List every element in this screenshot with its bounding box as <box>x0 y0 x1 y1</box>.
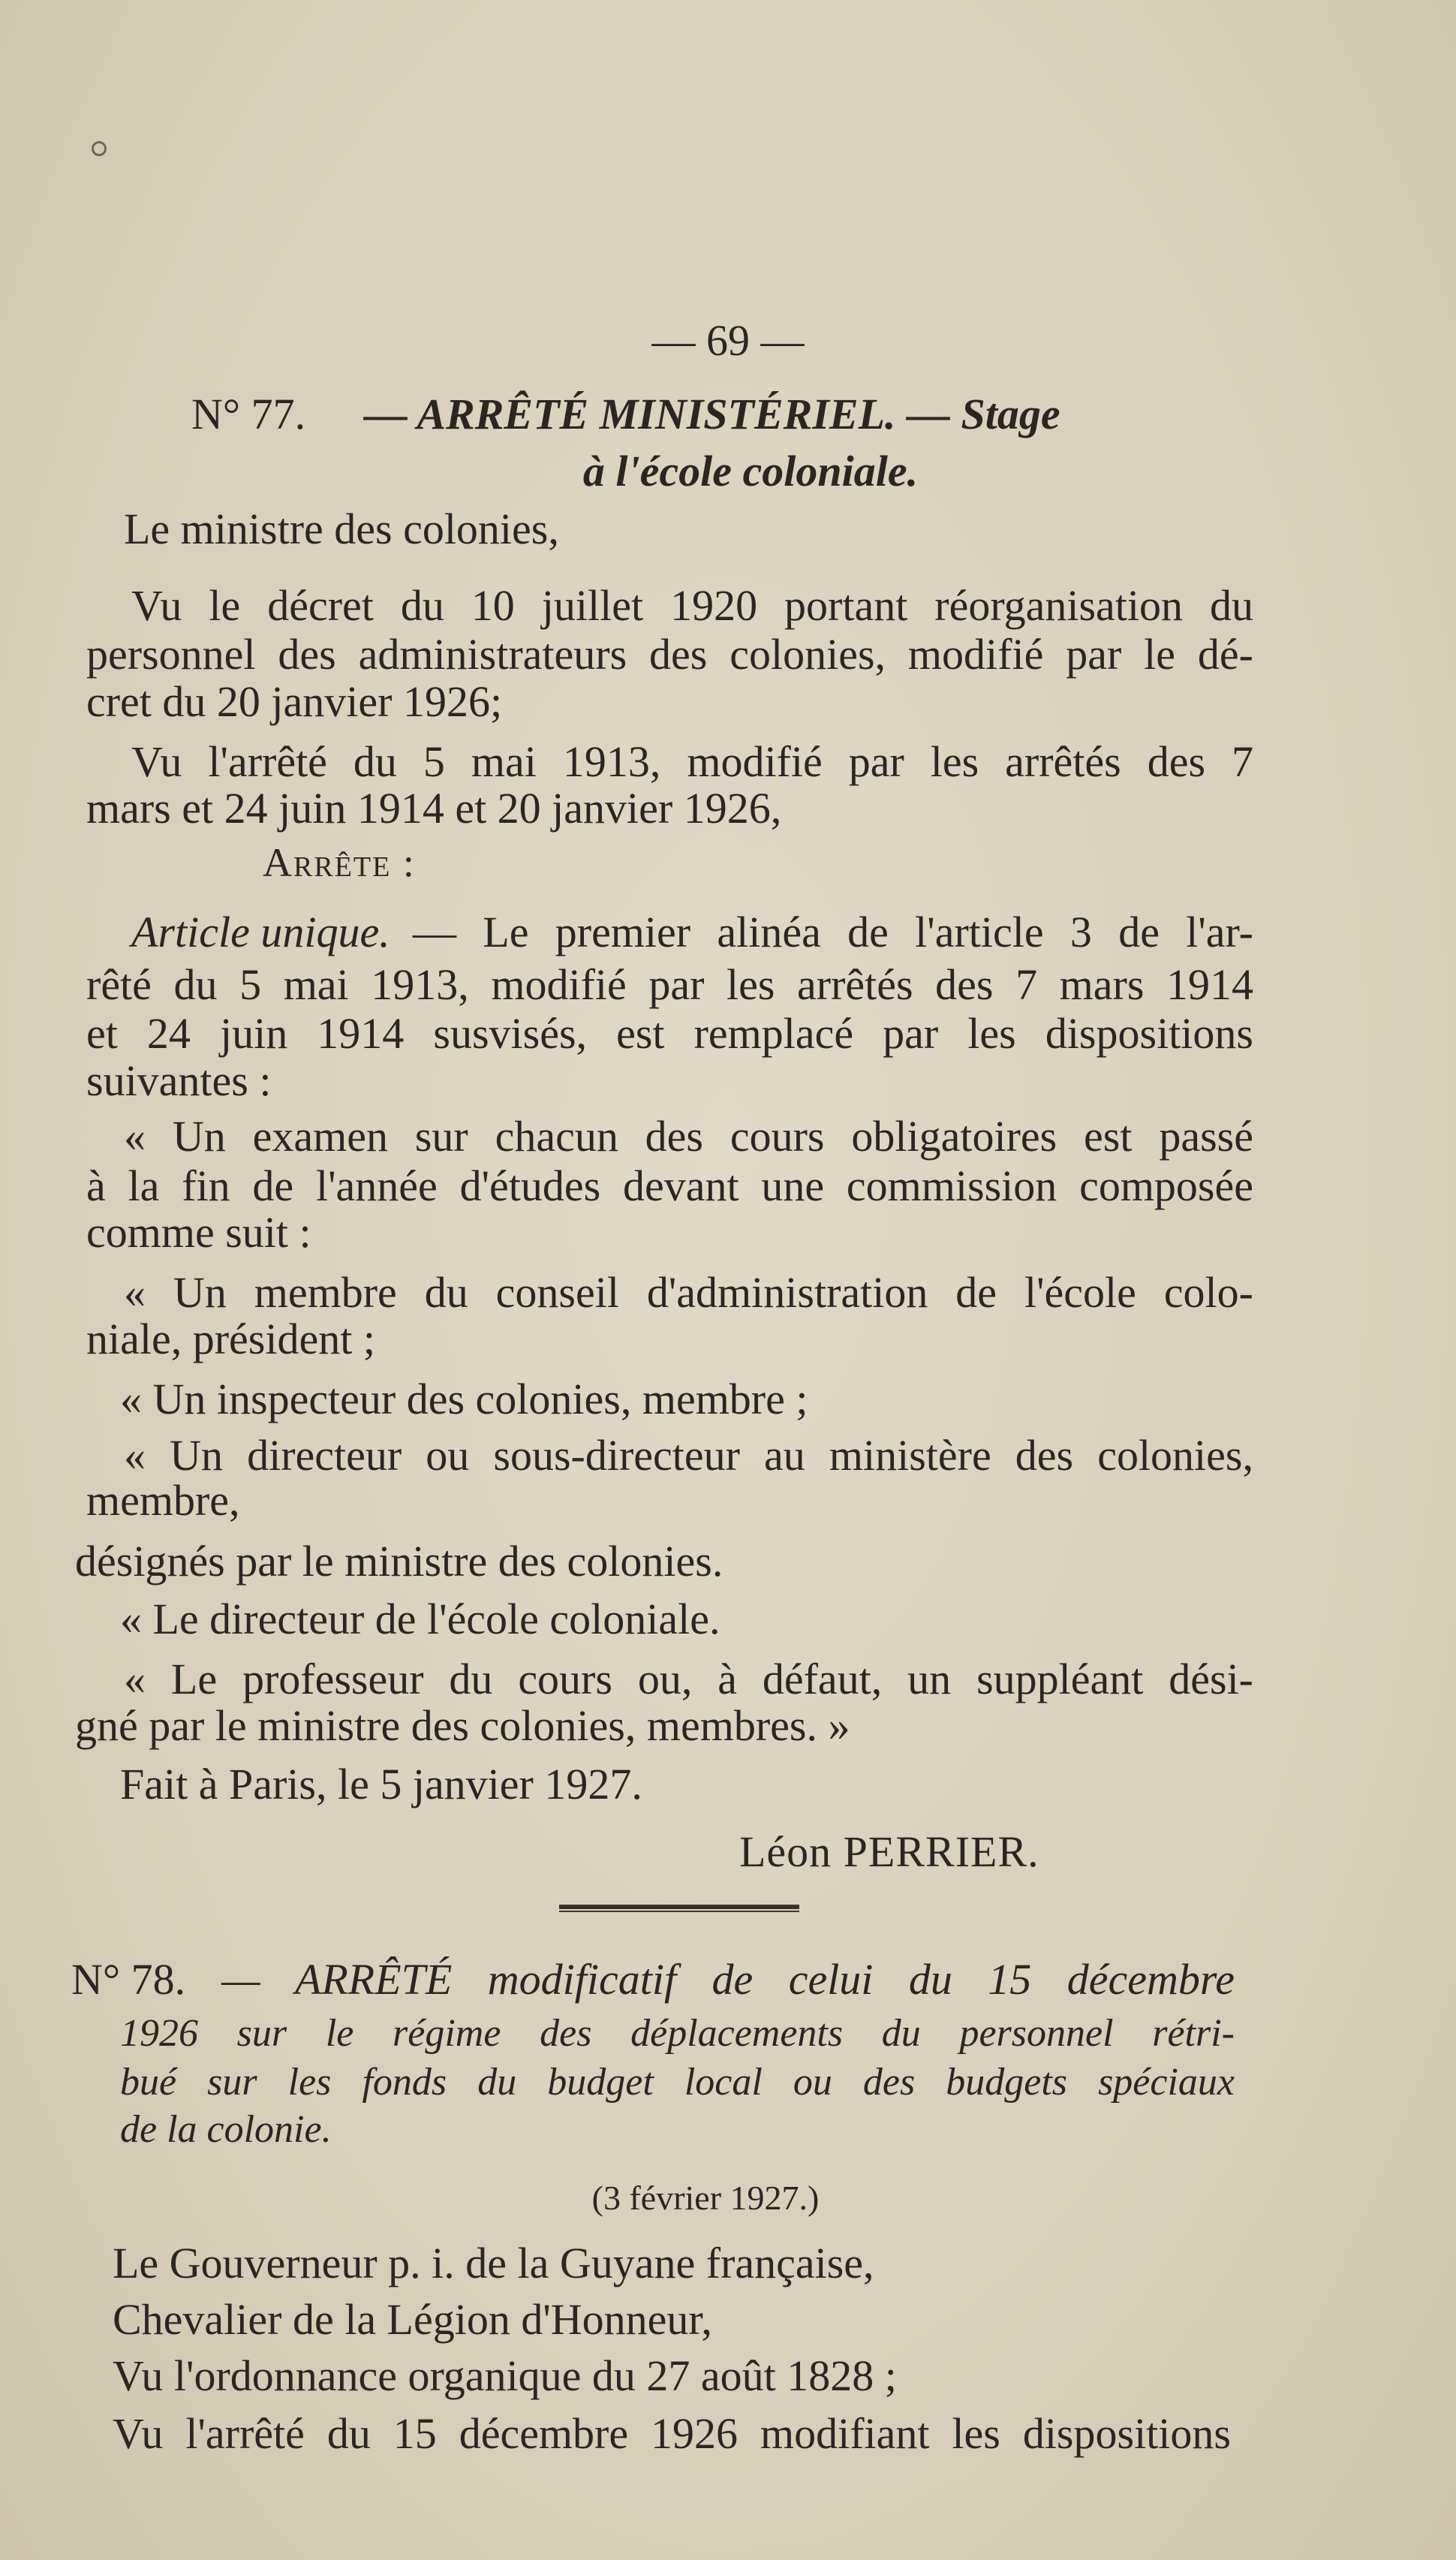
doc77-title-cont: à l'école coloniale. <box>582 447 919 495</box>
doc78-number: N° 78. <box>71 1955 186 2004</box>
doc77-line: « Un inspecteur des colonies, membre ; <box>120 1375 808 1423</box>
doc77-line: « Le professeur du cours ou, à défaut, un suppléant dési- <box>124 1655 1253 1703</box>
doc77-line: « Un directeur ou sous-directeur au ministère des colonies, <box>124 1431 1253 1480</box>
doc78-title-line: — ARRÊTÉ modificatif de celui du 15 décembre <box>221 1955 1235 2004</box>
doc77-line: à la fin de l'année d'études devant une commission composée <box>86 1161 1253 1210</box>
doc77-line: et 24 juin 1914 susvisés, est remplacé par les dispositions <box>86 1009 1253 1058</box>
doc77-line: désignés par le ministre des colonies. <box>75 1537 723 1586</box>
section-divider <box>559 1905 799 1909</box>
doc78-line: Le Gouverneur p. i. de la Guyane française, <box>113 2239 874 2287</box>
doc77-line: Fait à Paris, le 5 janvier 1927. <box>120 1760 642 1809</box>
doc77-line: suivantes : <box>86 1056 272 1105</box>
doc77-line: niale, président ; <box>86 1315 375 1363</box>
doc77-line: Vu le décret du 10 juillet 1920 portant réorganisation du <box>131 581 1253 630</box>
doc78-title-line: de la colonie. <box>120 2108 332 2151</box>
doc78-line: Vu l'arrêté du 15 décembre 1926 modifiant les dispositions <box>113 2409 1231 2458</box>
doc77-arrete: Arrête : <box>263 840 416 885</box>
section-divider-thin <box>559 1911 799 1912</box>
doc78-line: Chevalier de la Légion d'Honneur, <box>113 2295 712 2344</box>
doc77-line: personnel des administrateurs des colonies, modifié par le dé- <box>86 630 1253 679</box>
doc77-line: Vu l'arrêté du 5 mai 1913, modifié par les arrêtés des 7 <box>131 737 1253 786</box>
doc77-line: gné par le ministre des colonies, membres. » <box>75 1701 850 1750</box>
doc78-title-line: 1926 sur le régime des déplacements du personnel rétri- <box>120 2012 1235 2055</box>
doc77-line: mars et 24 juin 1914 et 20 janvier 1926, <box>86 784 782 833</box>
doc77-signature: Léon PERRIER. <box>739 1827 1039 1876</box>
page-number: — 69 — <box>651 316 805 365</box>
doc77-line: membre, <box>86 1476 240 1525</box>
doc78-title-line: bué sur les fonds du budget local ou des budgets spéciaux <box>120 2061 1235 2104</box>
paper-speck <box>92 141 107 156</box>
doc78-line: Vu l'ordonnance organique du 27 août 1828 ; <box>113 2351 897 2400</box>
doc77-article-label: Article unique. <box>131 908 390 956</box>
doc77-line: « Le directeur de l'école coloniale. <box>120 1595 720 1643</box>
doc78-date: (3 février 1927.) <box>591 2179 820 2217</box>
doc77-line: comme suit : <box>86 1208 311 1257</box>
doc77-title: — ARRÊTÉ MINISTÉRIEL. — Stage <box>364 390 1060 438</box>
doc77-line: — Le premier alinéa de l'article 3 de l'ar- <box>413 908 1253 956</box>
doc77-number: N° 77. <box>191 390 306 438</box>
doc77-line: cret du 20 janvier 1926; <box>86 677 503 726</box>
doc77-line: rêté du 5 mai 1913, modifié par les arrêtés des 7 mars 1914 <box>86 960 1253 1009</box>
doc77-line: « Un examen sur chacun des cours obligatoires est passé <box>124 1112 1253 1161</box>
doc77-line: « Un membre du conseil d'administration de l'école colo- <box>124 1268 1253 1317</box>
doc77-line: Le ministre des colonies, <box>124 504 559 553</box>
